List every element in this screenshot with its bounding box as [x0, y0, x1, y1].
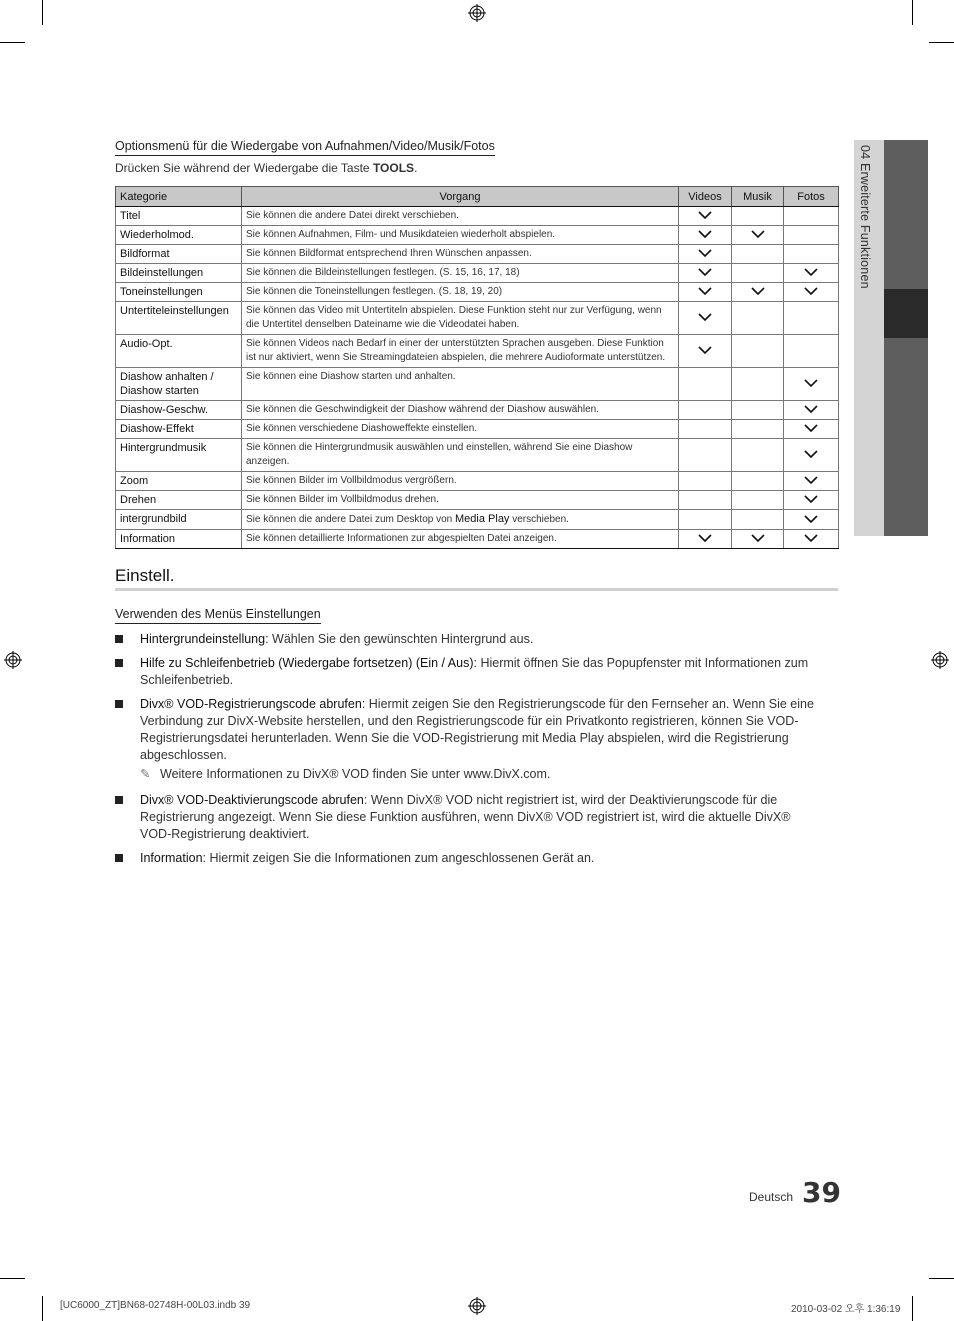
cell-musik	[732, 401, 784, 420]
checkmark-icon	[804, 287, 818, 295]
checkmark-icon	[804, 450, 818, 458]
cell-musik	[732, 510, 784, 530]
cell-vorgang: Sie können die Hintergrundmusik auswählen und einstellen, während Sie eine Diashow anzeigen.	[242, 439, 679, 472]
cell-musik	[732, 472, 784, 491]
checkmark-icon	[698, 268, 712, 276]
cell-fotos	[784, 335, 839, 368]
checkmark-icon	[804, 476, 818, 484]
cell-vorgang: Sie können verschiedene Diashoweffekte einstellen.	[242, 420, 679, 439]
crop-mark	[912, 0, 913, 25]
table-row	[116, 226, 839, 245]
cell-kategorie: Diashow-Effekt	[116, 420, 242, 439]
cell-videos	[679, 368, 732, 401]
cell-videos	[679, 420, 732, 439]
cell-kategorie: intergrundbild	[116, 510, 242, 530]
note-text: Weitere Informationen zu DivX® VOD finden Sie unter www.DivX.com.	[160, 767, 551, 781]
checkmark-icon	[698, 534, 712, 542]
cell-musik	[732, 245, 784, 264]
cell-fotos	[784, 510, 839, 530]
cell-fotos	[784, 420, 839, 439]
list-item	[115, 696, 815, 764]
cell-kategorie: Zoom	[116, 472, 242, 491]
bullet-term: Divx® VOD-Deaktivierungscode abrufen	[140, 793, 364, 807]
cell-vorgang: Sie können Bildformat entsprechend Ihren Wünschen anpassen.	[242, 245, 679, 264]
cell-videos	[679, 510, 732, 530]
bullet-text: : Hiermit öffnen Sie das Popupfenster mit Informationen zum Schleifenbetrieb.	[140, 656, 809, 687]
crop-mark	[42, 0, 43, 25]
cell-fotos	[784, 283, 839, 302]
cell-musik	[732, 335, 784, 368]
hint-text: Drücken Sie während der Wiedergabe die Taste	[115, 161, 373, 175]
cell-vorgang: Sie können die Bildeinstellungen festlegen. (S. 15, 16, 17, 18)	[242, 264, 679, 283]
cell-musik	[732, 491, 784, 510]
cell-musik	[732, 207, 784, 226]
cell-musik	[732, 283, 784, 302]
pencil-note-icon: ✎	[140, 767, 151, 781]
bullet-term: Hilfe zu Schleifenbetrieb (Wiedergabe fortsetzen) (Ein / Aus)	[140, 656, 474, 670]
cell-kategorie: Titel	[116, 207, 242, 226]
einstell-heading: Einstell.	[115, 566, 175, 585]
chapter-tab-marker	[884, 289, 928, 338]
crop-mark	[0, 1278, 25, 1279]
cell-kategorie: Diashow-Geschw.	[116, 401, 242, 420]
cell-videos	[679, 491, 732, 510]
list-item	[115, 655, 815, 689]
bullet-square-icon	[115, 659, 123, 667]
list-item	[115, 631, 815, 648]
cell-vorgang: Sie können Aufnahmen, Film- und Musikdateien wiederholt abspielen.	[242, 226, 679, 245]
cell-kategorie: Bildformat	[116, 245, 242, 264]
bullet-square-icon	[115, 635, 123, 643]
cell-fotos	[784, 472, 839, 491]
checkmark-icon	[804, 515, 818, 523]
cell-fotos	[784, 226, 839, 245]
cell-vorgang: Sie können das Video mit Untertiteln abspielen. Diese Funktion steht nur zur Verfügung, wenn die Untertitel denselben Dateiname wie die Videodatei haben.	[242, 302, 679, 335]
table-row	[116, 439, 839, 472]
crop-mark	[42, 1296, 43, 1321]
column-header-videos: Videos	[679, 187, 732, 207]
column-header-musik: Musik	[732, 187, 784, 207]
crop-mark	[912, 1296, 913, 1321]
checkmark-icon	[751, 534, 765, 542]
cell-fotos	[784, 530, 839, 549]
checkmark-icon	[698, 230, 712, 238]
section-title: Optionsmenü für die Wiedergabe von Aufnahmen/Video/Musik/Fotos	[115, 139, 495, 156]
checkmark-icon	[698, 313, 712, 321]
bullet-term: Divx® VOD-Registrierungscode abrufen	[140, 697, 362, 711]
cell-kategorie: Toneinstellungen	[116, 283, 242, 302]
table-row	[116, 472, 839, 491]
cell-vorgang: Sie können Videos nach Bedarf in einer der unterstützten Sprachen ausgeben. Diese Funktion ist nur aktiviert, wenn Sie Streamingdateien abspielen, die mehrere Audioformate unterstützen.	[242, 335, 679, 368]
cell-videos	[679, 302, 732, 335]
table-row	[116, 283, 839, 302]
cell-musik	[732, 439, 784, 472]
column-header-fotos: Fotos	[784, 187, 839, 207]
hint-suffix: .	[414, 161, 418, 175]
checkmark-icon	[804, 268, 818, 276]
bullet-text: : Hiermit zeigen Sie die Informationen zum angeschlossenen Gerät an.	[202, 851, 595, 865]
cell-fotos	[784, 264, 839, 283]
table-row	[116, 207, 839, 226]
checkmark-icon	[698, 346, 712, 354]
cell-fotos	[784, 439, 839, 472]
cell-kategorie: Bildeinstellungen	[116, 264, 242, 283]
footer-file: [UC6000_ZT]BN68-02748H-00L03.indb 39	[60, 1300, 251, 1311]
list-item	[115, 792, 815, 843]
checkmark-icon	[751, 230, 765, 238]
cell-musik	[732, 420, 784, 439]
registration-mark-icon	[931, 651, 949, 669]
tools-hint	[115, 161, 417, 175]
bullet-term: Hintergrundeinstellung	[140, 632, 266, 646]
list-item	[115, 850, 815, 867]
cell-videos	[679, 530, 732, 549]
table-row	[116, 302, 839, 335]
heading-rule	[115, 588, 838, 591]
chapter-label: 04 Erweiterte Funktionen	[858, 145, 872, 289]
cell-vorgang: Sie können eine Diashow starten und anhalten.	[242, 368, 679, 401]
registration-mark-icon	[468, 4, 486, 22]
bullet-term: Information	[140, 851, 203, 865]
cell-videos	[679, 207, 732, 226]
table-row	[116, 510, 839, 530]
einstell-subheading: Verwenden des Menüs Einstellungen	[115, 607, 321, 624]
cell-fotos	[784, 368, 839, 401]
cell-kategorie: Diashow anhalten / Diashow starten	[116, 368, 242, 401]
table-row	[116, 245, 839, 264]
page-number: 39	[802, 1176, 841, 1209]
cell-videos	[679, 226, 732, 245]
cell-fotos	[784, 245, 839, 264]
checkmark-icon	[698, 211, 712, 219]
hint-key: TOOLS	[372, 161, 415, 175]
bullet-text: : Wenn DivX® VOD nicht registriert ist, wird der Deaktivierungscode für die Registrierung angezeigt. Wenn Sie diese Funktion ausführen, wenn DivX® VOD registriert ist, wird die aktuelle DivX® VOD-Registrierung deaktiviert.	[140, 793, 791, 841]
table-row	[116, 264, 839, 283]
registration-mark-icon	[468, 1297, 486, 1315]
cell-kategorie: Wiederholmod.	[116, 226, 242, 245]
cell-vorgang: Sie können die Toneinstellungen festlegen. (S. 18, 19, 20)	[242, 283, 679, 302]
checkmark-icon	[804, 495, 818, 503]
cell-musik	[732, 368, 784, 401]
cell-vorgang	[242, 510, 679, 530]
crop-mark	[929, 42, 954, 43]
cell-kategorie: Hintergrundmusik	[116, 439, 242, 472]
cell-videos	[679, 245, 732, 264]
options-table	[115, 186, 839, 549]
checkmark-icon	[698, 287, 712, 295]
table-header-row	[116, 187, 839, 207]
table-row	[116, 530, 839, 549]
bullet-text: : Wählen Sie den gewünschten Hintergrund aus.	[265, 632, 534, 646]
cell-vorgang: Sie können die andere Datei direkt verschieben.	[242, 207, 679, 226]
bullet-text: : Hiermit zeigen Sie den Registrierungscode für den Fernseher an. Wenn Sie eine Verbindung zur DivX-Website herstellen, und den Registrierungscode für ein Privatkonto registrieren, können Sie VOD-Registrierungsdatei herunterladen. Wenn Sie die VOD-Registrierung mit Media Play abspielen, wird die Registrierung abgeschlossen.	[140, 697, 814, 762]
checkmark-icon	[698, 249, 712, 257]
cell-kategorie: Information	[116, 530, 242, 549]
cell-musik	[732, 302, 784, 335]
chapter-tab-dark	[884, 140, 928, 536]
registration-mark-icon	[4, 651, 22, 669]
vorgang-text: verschieben.	[509, 514, 569, 525]
cell-videos	[679, 472, 732, 491]
checkmark-icon	[804, 534, 818, 542]
cell-fotos	[784, 207, 839, 226]
bullet-square-icon	[115, 854, 123, 862]
cell-vorgang: Sie können Bilder im Vollbildmodus vergrößern.	[242, 472, 679, 491]
cell-fotos	[784, 401, 839, 420]
cell-videos	[679, 264, 732, 283]
cell-videos	[679, 401, 732, 420]
checkmark-icon	[804, 379, 818, 387]
cell-kategorie: Drehen	[116, 491, 242, 510]
cell-musik	[732, 226, 784, 245]
table-row	[116, 401, 839, 420]
crop-mark	[929, 1278, 954, 1279]
bullet-square-icon	[115, 796, 123, 804]
column-header-vorgang: Vorgang	[242, 187, 679, 207]
column-header-kategorie: Kategorie	[116, 187, 242, 207]
checkmark-icon	[804, 405, 818, 413]
cell-kategorie: Untertiteleinstellungen	[116, 302, 242, 335]
checkmark-icon	[804, 424, 818, 432]
table-row	[116, 491, 839, 510]
page-language: Deutsch	[749, 1190, 794, 1204]
note	[140, 766, 550, 781]
table-row	[116, 335, 839, 368]
crop-mark	[0, 42, 25, 43]
cell-kategorie: Audio-Opt.	[116, 335, 242, 368]
bullet-square-icon	[115, 700, 123, 708]
cell-fotos	[784, 491, 839, 510]
vorgang-text: Sie können die andere Datei zum Desktop von	[246, 514, 456, 525]
checkmark-icon	[751, 287, 765, 295]
cell-musik	[732, 264, 784, 283]
cell-musik	[732, 530, 784, 549]
cell-fotos	[784, 302, 839, 335]
table-row	[116, 420, 839, 439]
footer-datetime: 2010-03-02 오후 1:36:19	[791, 1304, 901, 1315]
cell-vorgang: Sie können Bilder im Vollbildmodus drehen.	[242, 491, 679, 510]
cell-vorgang: Sie können detaillierte Informationen zur abgespielten Datei anzeigen.	[242, 530, 679, 549]
cell-vorgang: Sie können die Geschwindigkeit der Diashow während der Diashow auswählen.	[242, 401, 679, 420]
vorgang-emphasis: Media Play	[455, 513, 510, 525]
table-row	[116, 368, 839, 401]
cell-videos	[679, 283, 732, 302]
cell-videos	[679, 439, 732, 472]
cell-videos	[679, 335, 732, 368]
